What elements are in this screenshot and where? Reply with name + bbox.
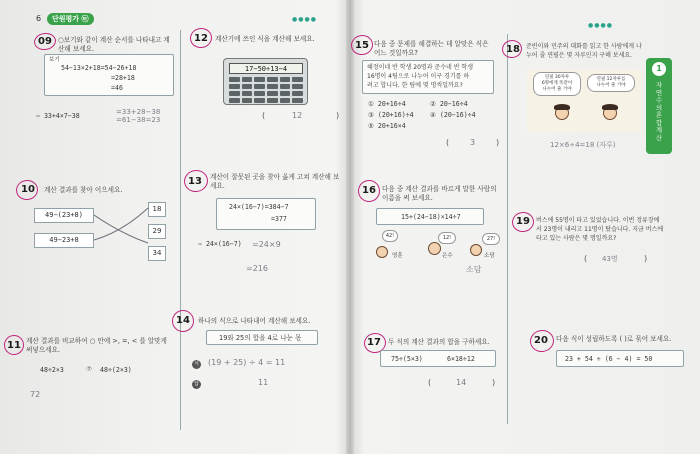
page-number: 6 [36, 14, 42, 23]
student-avatar [376, 246, 388, 258]
expression-card[interactable]: 49−(23+8) [34, 208, 94, 223]
choice-1[interactable]: ① 20+16÷4 [368, 100, 406, 108]
answer-paren-right: ) [496, 138, 500, 147]
header-dots: ●●●● [292, 16, 317, 23]
test-badge: 단원평가 ㉫ [47, 13, 94, 25]
left-expression: 48÷2×3 [40, 366, 64, 374]
student-avatar [428, 242, 441, 255]
choice-2[interactable]: ② 20−16÷4 [430, 100, 468, 108]
speech-bubble: 12! [438, 232, 456, 244]
expressions-box [380, 350, 496, 367]
answer-card[interactable]: 34 [148, 246, 166, 261]
column-divider-left [180, 30, 181, 430]
answer-card[interactable]: 18 [148, 202, 166, 217]
expression: 15+(24−18)×14÷7 [401, 213, 461, 221]
handwritten-work: =24×9 [252, 240, 281, 249]
unit-side-tab[interactable] [646, 58, 672, 154]
question-number: 10 [21, 184, 35, 195]
expression-a: 75÷(5×3) [391, 355, 423, 363]
question-text: 다음 중 계산 결과를 바르게 말한 사람의 이름을 써 보세요. [382, 185, 497, 202]
hair [554, 104, 570, 110]
handwritten-answer: 14 [456, 378, 467, 387]
question-text: 계산 결과를 찾아 이으세요. [44, 186, 123, 194]
answer-card[interactable]: 29 [148, 224, 166, 239]
answer-paren-right: ) [492, 378, 496, 387]
book-gutter [346, 0, 354, 454]
answer-icon: 답 [192, 380, 201, 389]
equation-box [556, 350, 684, 367]
calculator-image [223, 58, 308, 105]
hair [602, 104, 618, 110]
handwritten-work: =33+28−38 =61−38=23 [116, 108, 161, 124]
handwritten-work: 72 [30, 390, 41, 399]
handwritten-answer: 43명 [602, 255, 618, 263]
speech-bubble: 27! [482, 233, 500, 245]
dialogue-illustration [527, 70, 642, 132]
example-line-2: =28+18 [111, 74, 135, 82]
answer-paren-right: ) [644, 254, 648, 263]
expression-b: 6×18÷12 [447, 355, 475, 363]
choice-5[interactable]: ⑤ 20+16×4 [368, 122, 406, 130]
question-text: ○보기와 같이 계산 순서를 나타내고 계산해 보세요. [58, 36, 170, 53]
speech-bubble: 42! [382, 230, 398, 242]
question-number: 14 [176, 315, 190, 326]
student-avatar [470, 244, 482, 256]
question-text: 준빈이와 민주의 대화를 읽고 한 사람에게 나누어 줄 연필은 몇 자루인지 구해 보세요. [526, 43, 642, 59]
question-number: 09 [38, 36, 52, 47]
question-text: 버스에 55명이 타고 있었습니다. 이번 정류장에서 23명이 내리고 11명이 탔습니다. 지금 버스에 타고 있는 사람은 몇 명일까요? [536, 217, 664, 242]
calculator-keypad [229, 77, 303, 103]
header-dots-right: ●●●● [588, 22, 613, 29]
question-text: 계산기에 쓰인 식을 계산해 보세요. [215, 35, 315, 43]
question-number: 16 [362, 185, 376, 196]
right-expression: 48÷(2×3) [100, 366, 132, 374]
comparison-mark[interactable]: ⑦ [86, 365, 92, 373]
story-line-2: 16명이 4팀으로 나누어 이구 경기를 하 [367, 73, 470, 80]
handwritten-answer: 11 [258, 378, 269, 387]
unit-number: 1 [652, 62, 666, 76]
problem-expression: ⇨ 33+4×7−38 [36, 112, 80, 120]
story-line-3: 려고 합니다. 한 팀에 몇 명씩일까요? [367, 82, 463, 89]
calculator-screen: 17−50÷13−4 [229, 63, 303, 74]
unit-title: 자연수의 혼합 계산 [655, 81, 663, 142]
handwritten-answer: 소담 [466, 265, 482, 274]
question-number: 12 [194, 33, 208, 44]
example-label: 보기 [49, 57, 60, 63]
speech-bubble: 연필 30자루 6명에게 똑같이 나누어 줄 거야 [533, 72, 581, 96]
question-number: 11 [7, 340, 21, 351]
student-name: 은수 [442, 253, 453, 259]
wrong-calculation-box [216, 198, 316, 230]
answer-paren-left: ( [446, 138, 450, 147]
question-text: 계산이 잘못된 곳을 찾아 옳게 고쳐 계산해 보세요. [210, 173, 340, 190]
matching-lines [94, 204, 150, 254]
problem-expression: ⇨ 24×(16−7) [198, 240, 242, 248]
question-number: 17 [367, 337, 381, 348]
answer-paren-right: ) [336, 111, 340, 120]
question-number: 13 [188, 176, 202, 187]
expression-box [376, 208, 484, 225]
question-text: 계산 결과를 비교하여 ○ 안에 >, =, < 를 알맞게 써넣으세요. [26, 337, 167, 354]
wrong-line-2: =377 [271, 215, 287, 223]
expression-icon: 식 [192, 360, 201, 369]
handwritten-expression[interactable]: (19 + 25) ÷ 4 = 11 [208, 358, 286, 367]
wrong-line-1: 24×(16−7)=384−7 [229, 203, 289, 211]
handwritten-answer: 12 [292, 111, 303, 120]
question-text: 하나의 식으로 나타내어 계산해 보세요. [198, 317, 311, 325]
example-line-1: 54−13×2+18=54−26+18 [61, 64, 137, 72]
equation[interactable]: 23 + 54 ÷ (6 − 4) = 50 [565, 355, 653, 363]
question-number: 20 [534, 335, 548, 346]
answer-paren-left: ( [584, 254, 588, 263]
handwritten-answer: 3 [470, 138, 476, 147]
problem-box [206, 330, 318, 345]
handwritten-expression[interactable]: 12×6÷4=18 (자루) [550, 141, 616, 149]
choice-4[interactable]: ④ (20−16)÷4 [430, 111, 476, 119]
example-line-3: =46 [111, 84, 123, 92]
student-name: 소담 [484, 253, 495, 259]
story-box [362, 60, 494, 94]
choice-3[interactable]: ③ (20+16)÷4 [368, 111, 414, 119]
expression-card[interactable]: 49−23+8 [34, 233, 94, 248]
handwritten-work: =216 [246, 264, 268, 273]
question-text: 다음 중 문제를 해결하는 데 알맞은 식은 어느 것일까요? [374, 40, 489, 57]
story-line-1: 혜정이네 반 학생 20명과 준수네 반 학생 [367, 64, 474, 71]
question-text: 두 식의 계산 결과의 합을 구하세요. [388, 338, 490, 346]
student-name: 영훈 [392, 253, 403, 259]
answer-paren-left: ( [428, 378, 432, 387]
column-divider-right [507, 34, 508, 424]
question-number: 18 [506, 44, 520, 55]
example-box [44, 54, 174, 96]
problem-statement: 19와 25의 합을 4로 나눈 몫 [219, 334, 302, 342]
question-number: 19 [516, 216, 530, 227]
speech-bubble: 연필 12자루를 나누어 줄 거야 [587, 74, 635, 92]
question-text: 다음 식이 성립하도록 ( )로 묶어 보세요. [556, 335, 672, 343]
question-number: 15 [355, 40, 369, 51]
answer-paren-left: ( [262, 111, 266, 120]
